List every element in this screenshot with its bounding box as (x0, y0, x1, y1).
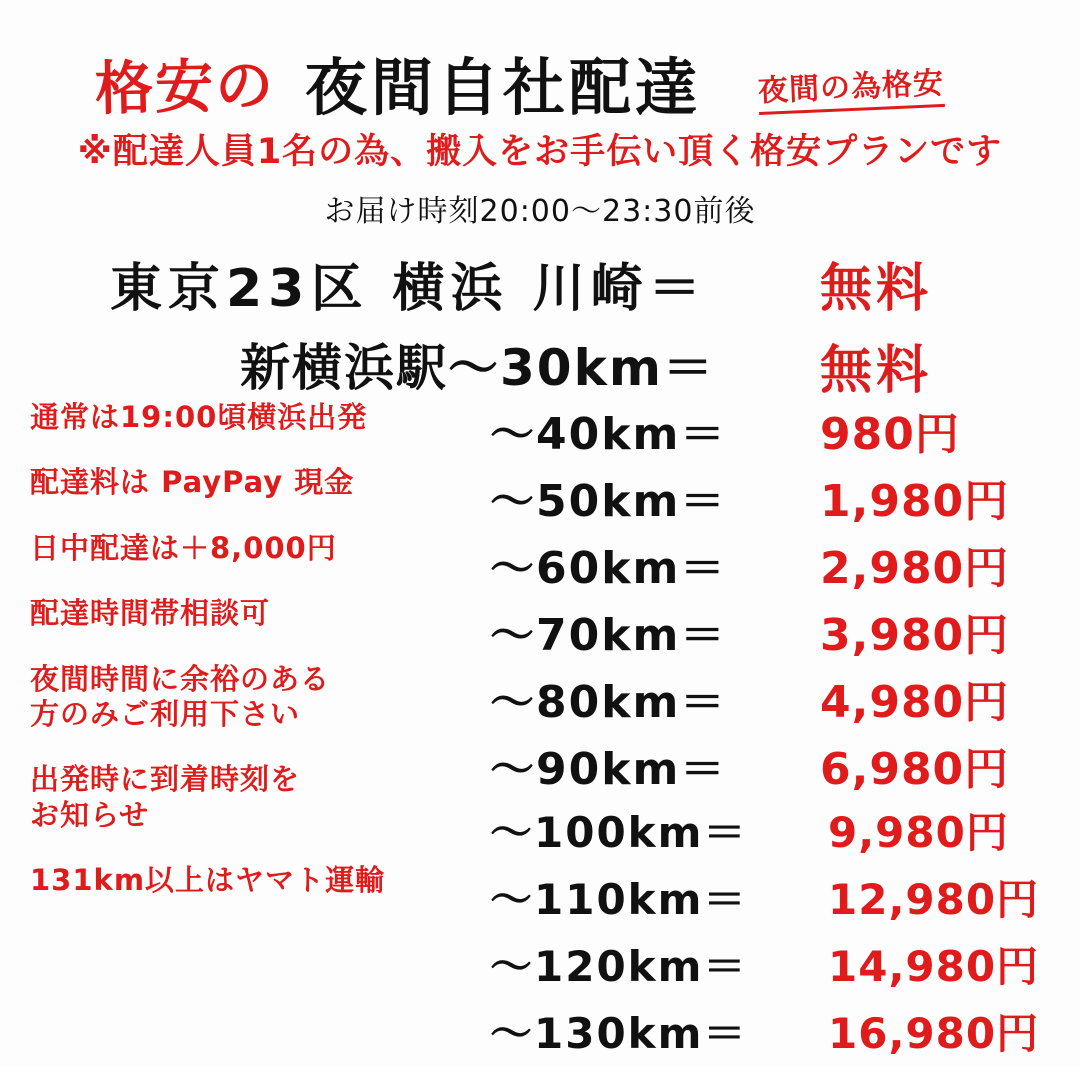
note-line-1: 配達時間帯相談可 (30, 596, 271, 631)
free-area-label-2: 新横浜駅〜30km＝ (240, 339, 715, 397)
price-amount: 2,980円 (820, 543, 1010, 594)
note-item (30, 662, 510, 733)
price-distance: 〜70km＝ (490, 610, 727, 661)
note-item (30, 863, 510, 898)
flyer-header (0, 18, 1080, 128)
free-area-price-1: 無料 (820, 259, 933, 319)
note-item (30, 531, 510, 566)
free-area-row-2 (0, 328, 1080, 401)
title-main-text: 夜間自社配達 (305, 51, 702, 124)
title-red-text: 格安の (94, 51, 276, 123)
price-table-row (490, 599, 1080, 666)
price-amount: 9,980円 (828, 808, 1009, 857)
price-table-row (490, 800, 1080, 867)
note-item (30, 596, 510, 631)
price-distance: 〜60km＝ (490, 543, 727, 594)
note-item (30, 400, 510, 435)
note-line-1: 夜間時間に余裕のある (30, 661, 331, 696)
price-table-row (490, 465, 1080, 532)
note-item (30, 465, 510, 500)
price-amount: 12,980円 (828, 875, 1040, 924)
price-distance: 〜90km＝ (490, 744, 727, 795)
free-area-row-1 (0, 246, 1080, 319)
price-amount: 1,980円 (820, 476, 1010, 527)
price-amount: 980円 (820, 409, 960, 460)
notes-list (30, 400, 510, 928)
price-table-row (490, 1001, 1080, 1068)
price-distance: 〜130km＝ (490, 1009, 748, 1058)
note-line-1: 出発時に到着時刻を (30, 762, 301, 797)
note-line-2: お知らせ (30, 797, 150, 832)
price-distance: 〜120km＝ (490, 942, 748, 991)
price-distance: 〜100km＝ (490, 808, 748, 857)
free-area-price-2: 無料 (820, 341, 933, 401)
price-table-row (490, 733, 1080, 800)
price-table-row (490, 934, 1080, 1001)
note-item (30, 762, 510, 833)
price-table-row (490, 398, 1080, 465)
price-table-row (490, 666, 1080, 733)
price-table (490, 398, 1080, 1068)
price-amount: 16,980円 (828, 1009, 1040, 1058)
price-amount: 4,980円 (820, 677, 1010, 728)
price-amount: 14,980円 (828, 942, 1040, 991)
price-distance: 〜50km＝ (490, 476, 727, 527)
note-line-1: 配達料は PayPay 現金 (30, 465, 355, 500)
price-distance: 〜40km＝ (490, 409, 727, 460)
note-line-1: 131km以上はヤマト運輸 (30, 863, 386, 897)
price-amount: 3,980円 (820, 610, 1010, 661)
price-amount: 6,980円 (820, 744, 1010, 795)
note-line-2: 方のみご利用下さい (30, 696, 301, 731)
subtitle-text: ※配達人員1名の為、搬入をお手伝い頂く格安プランです (77, 132, 1003, 172)
free-area-label-1: 東京23区 横浜 川崎＝ (110, 259, 707, 319)
title-stamp-text: 夜間の為格安 (757, 58, 945, 115)
price-table-row (490, 867, 1080, 934)
delivery-time-text: お届け時刻20:00〜23:30前後 (324, 194, 756, 229)
price-distance: 〜110km＝ (490, 875, 748, 924)
price-distance: 〜80km＝ (490, 677, 727, 728)
note-line-1: 通常は19:00頃横浜出発 (30, 400, 368, 434)
price-table-row (490, 532, 1080, 599)
note-line-1: 日中配達は＋8,000円 (30, 530, 337, 565)
